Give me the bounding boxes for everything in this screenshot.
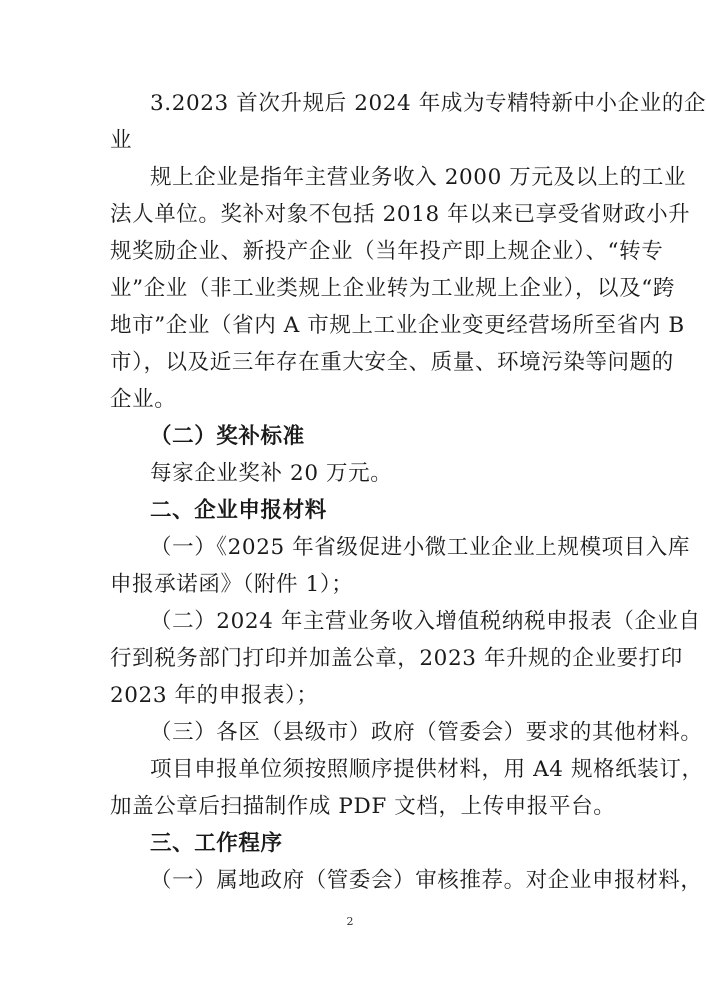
section-heading-procedure: 三、工作程序 — [150, 831, 283, 856]
subheading-award-standard: （二）奖补标准 — [150, 424, 305, 449]
text-line-award-amount: 每家企业奖补 20 万元。 — [150, 461, 393, 486]
text-line-item-3-end: 业 — [110, 128, 133, 153]
text-line-material-2-start: （二）2024 年主营业务收入增值税纳税申报表（企业自 — [150, 609, 701, 634]
section-heading-materials: 二、企业申报材料 — [150, 498, 327, 523]
text-line-definition-1: 规上企业是指年主营业务收入 2000 万元及以上的工业 — [150, 165, 687, 190]
text-line-definition-3: 规奖励企业、新投产企业（当年投产即上规企业）、“转专 — [110, 239, 664, 264]
text-line-definition-7: 企业。 — [110, 387, 177, 412]
text-line-material-1-end: 申报承诺函》（附件 1）； — [110, 572, 354, 597]
text-line-material-2-end: 2023 年的申报表）； — [110, 683, 319, 708]
text-line-material-3: （三）各区（县级市）政府（管委会）要求的其他材料。 — [150, 720, 703, 745]
text-line-procedure-1: （一）属地政府（管委会）审核推荐。对企业申报材料， — [150, 868, 703, 893]
text-line-item-3-start: 3.2023 首次升规后 2024 年成为专精特新中小企业的企 — [150, 91, 706, 116]
text-line-material-2-middle: 行到税务部门打印并加盖公章，2023 年升规的企业要打印 — [110, 646, 683, 671]
text-line-definition-2: 法人单位。奖补对象不包括 2018 年以来已享受省财政小升 — [110, 202, 691, 227]
text-line-submission-1: 项目申报单位须按照顺序提供材料，用 A4 规格纸装订， — [150, 757, 704, 782]
text-line-material-1-start: （一）《2025 年省级促进小微工业企业上规模项目入库 — [150, 535, 691, 560]
text-line-definition-4: 业”企业（非工业类规上企业转为工业规上企业），以及“跨 — [110, 276, 675, 301]
text-line-definition-6: 市），以及近三年存在重大安全、质量、环境污染等问题的 — [110, 350, 674, 375]
text-line-definition-5: 地市”企业（省内 A 市规上工业企业变更经营场所至省内 B — [110, 313, 685, 338]
text-line-submission-2: 加盖公章后扫描制作成 PDF 文档，上传申报平台。 — [110, 794, 616, 819]
page-number: 2 — [346, 915, 354, 928]
